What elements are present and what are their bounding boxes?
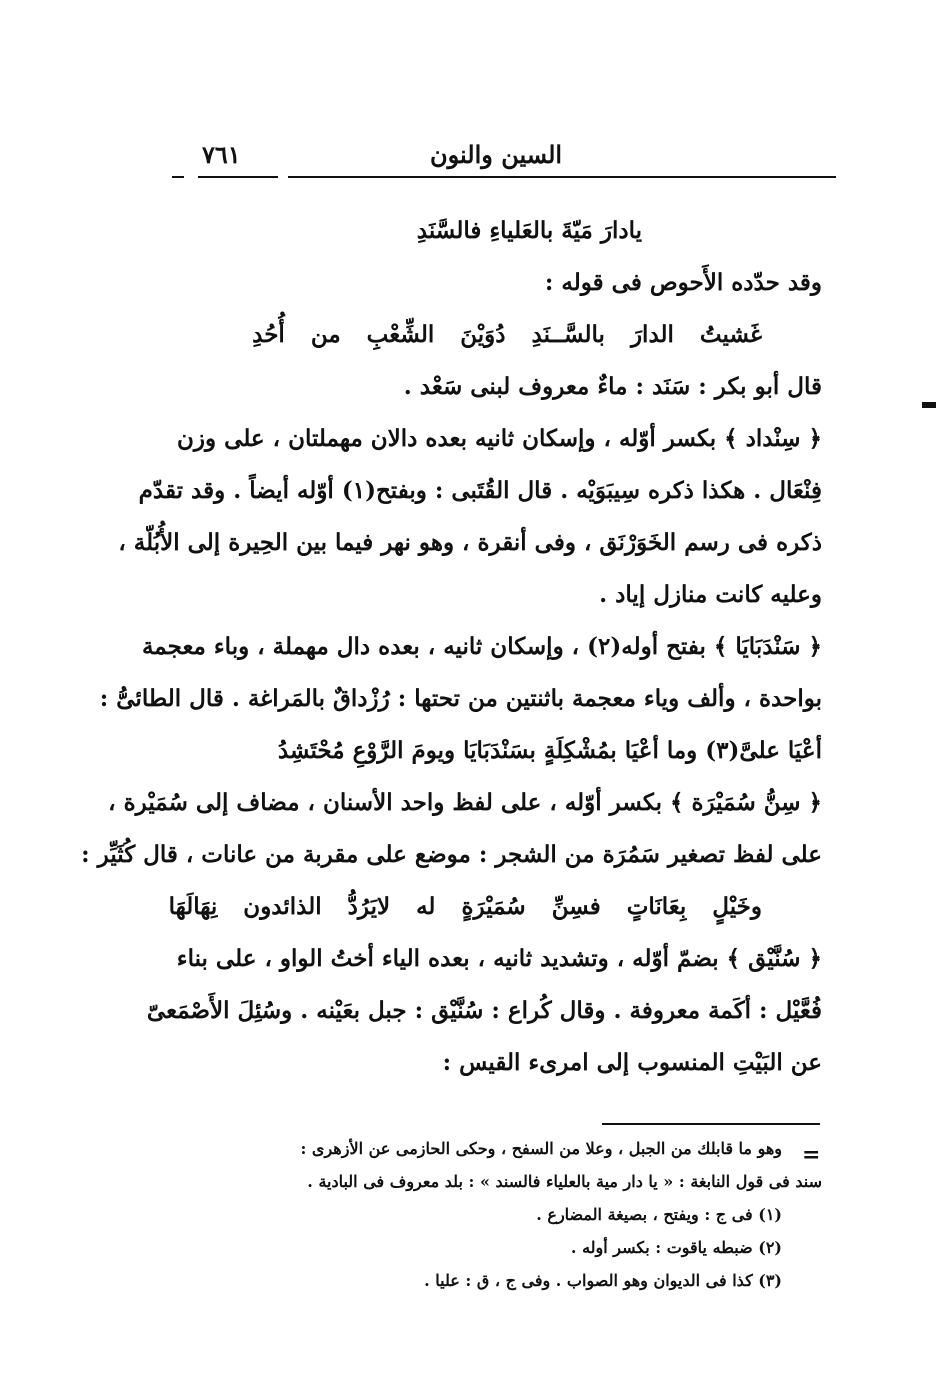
verse-line: أعْيَا علىَّ(٣) وما أعْيَا بمُشْكِلَةٍ بسَنْدَبَايَا ويومَ الرَّوْعِ مُحْتَشِدُ (277, 737, 822, 764)
entry-sindad: ﴿ سِنْداد ﴾ بكسر أوّله ، وإسكان ثانيه بعده دالان مهملتان ، على وزن (177, 425, 822, 452)
footnote-continuation: وهو ما قابلك من الجبل ، وعلا من السفح ، وحكى الحازمى عن الأزهرى : (300, 1139, 782, 1158)
text-line: وعليه كانت منازل إياد . (599, 581, 822, 608)
verse-line: يادارَ مَيّةَ بالعَلياءِ فالسَّنَدِ (416, 217, 642, 244)
verse-line: وخَيْلٍ بِعَانَاتٍ فسِنِّ سُمَيْرَةٍ له لايَرُدُّ الذائدون نِهَالَهَا (168, 893, 762, 920)
text-line: عن البَيْتِ المنسوب إلى امرىء القيس : (442, 1049, 822, 1076)
footnote-2: (٢) ضبطه ياقوت : بكسر أوله . (570, 1238, 782, 1257)
page-header (180, 140, 820, 180)
entry-sandabaya: ﴿ سَنْدَبَايَا ﴾ بفتح أوله(٢) ، وإسكان ثانيه ، بعده دال مهملة ، وباء معجمة (141, 633, 822, 660)
footnote-continuation: سند فى قول النابغة : « يا دار مية بالعلياء فالسند » : بلد معروف فى البادية . (307, 1172, 822, 1191)
text-line: ذكره فى رسم الخَوَرْنَق ، وفى أنقرة ، وهو نهر فيما بين الحِيرة إلى الأُبُلّة ، (118, 529, 822, 556)
text-line: على لفظ تصغير سَمُرَة من الشجر : موضع على مقربة من عانات ، قال كُثَيِّر : (81, 841, 822, 868)
verse-line: غَشيتُ الدارَ بالسَّــنَدِ دُوَيْنَ الشِّعْبِ من أُحُدِ (252, 321, 762, 348)
running-title: السين والنون (430, 140, 563, 169)
entry-sinn-sumayra: ﴿ سِنُّ سُمَيْرَة ﴾ بكسر أوّله ، على لفظ واحد الأسنان ، مضاف إلى سُمَيْرة ، (108, 789, 822, 816)
text-line: فُعَّيْل : أكَمة معروفة . وقال كُراع : سُنَّيْق : جبل بعَيْنه . وسُئِلَ الأَصْمَعىّ (146, 997, 822, 1024)
page-number: ٧٦١ (202, 140, 241, 169)
continuation-mark: = (802, 1142, 821, 1168)
text-line: قال أبو بكر : سَنَد : ماءٌ معروف لبنى سَعْد . (403, 373, 822, 400)
header-rule-short (198, 176, 278, 178)
text-line: وقد حدّده الأَحوص فى قوله : (544, 269, 822, 296)
header-rule-dash (172, 176, 184, 178)
footnote-1: (١) فى ج : ويفتح ، بصيغة المضارع . (536, 1205, 782, 1224)
header-rule-long (288, 176, 836, 178)
footnotes (172, 1132, 822, 1297)
text-line: بواحدة ، وألف وياء معجمة باثنتين من تحتها : رُزْداقٌ بالمَراغة . قال الطائىُّ : (99, 685, 822, 712)
footnote-rule (602, 1123, 820, 1125)
text-line: فِنْعَال . هكذا ذكره سِيبَوَيْه . قال القُتَبى : وبفتح(١) أوّله أيضاً . وقد تقدّم (138, 477, 822, 504)
margin-mark (922, 402, 936, 408)
entry-sunnayq: ﴿ سُنَّيْق ﴾ بضمّ أوّله ، وتشديد ثانيه ، بعده الياء أختُ الواو ، على بناء (176, 945, 822, 972)
main-text (81, 205, 822, 1089)
footnote-3: (٣) كذا فى الديوان وهو الصواب . وفى ج ، ق : عليا . (424, 1271, 782, 1290)
